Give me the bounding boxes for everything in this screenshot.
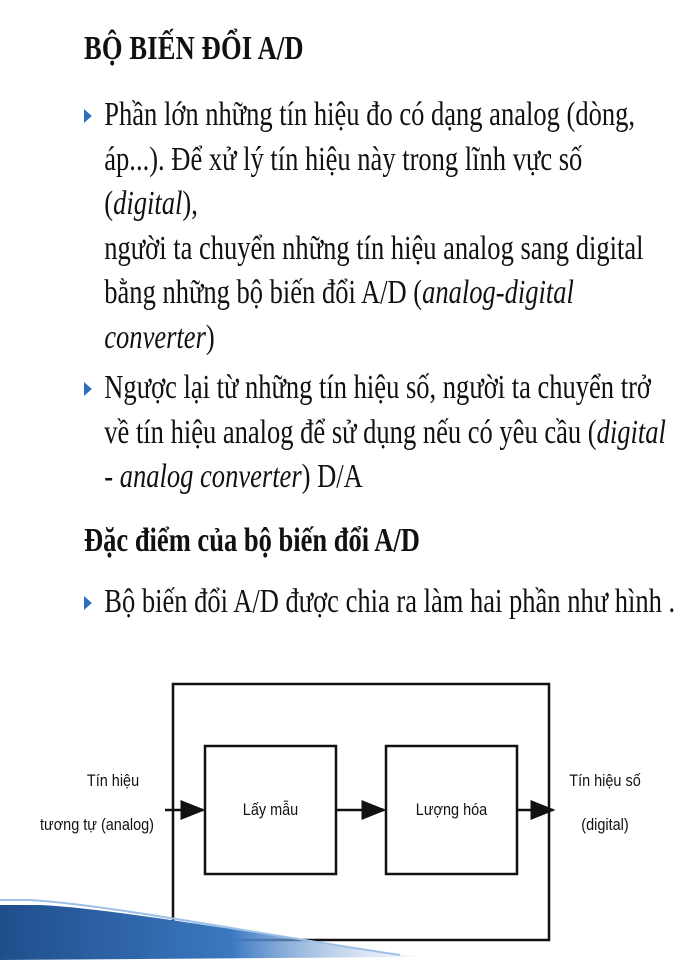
quantization-label: Lượng hóa xyxy=(415,800,488,819)
bullet-arrow-icon xyxy=(84,109,92,123)
bullet-text: Phần lớn những tín hiệu đo có dạng analog (dòng, áp...). Để xử lý tín hiệu này trong lĩnh vực số (digital), người ta chuyển những tín hiệu analog sang digital bằng những bộ biến đổi A/D (analog-digital converter) xyxy=(104,96,644,356)
sampling-label: Lấy mẫu xyxy=(242,800,299,819)
bullet-item xyxy=(84,93,677,360)
bullet-arrow-icon xyxy=(84,382,92,396)
bullet-text: Bộ biến đổi A/D được chia ra làm hai phần như hình . xyxy=(104,583,676,620)
output-label-line2: (digital) xyxy=(581,815,629,834)
output-label-line1: Tín hiệu số xyxy=(569,771,641,790)
decorative-swoosh xyxy=(0,895,420,960)
slide-title: BỘ BIẾN ĐỔI A/D xyxy=(84,30,304,67)
input-label-line2: tương tự (analog) xyxy=(40,815,154,834)
bullet-item xyxy=(84,580,677,625)
bullet-text: Ngược lại từ những tín hiệu số, người ta chuyển trở về tín hiệu analog để sử dụng nếu có yêu cầu (digital - analog converter) D/A xyxy=(104,369,666,495)
bullet-arrow-icon xyxy=(84,596,92,610)
input-label-line1: Tín hiệu xyxy=(86,771,140,790)
section-heading: Đặc điểm của bộ biến đổi A/D xyxy=(84,522,420,559)
bullet-item xyxy=(84,366,677,500)
